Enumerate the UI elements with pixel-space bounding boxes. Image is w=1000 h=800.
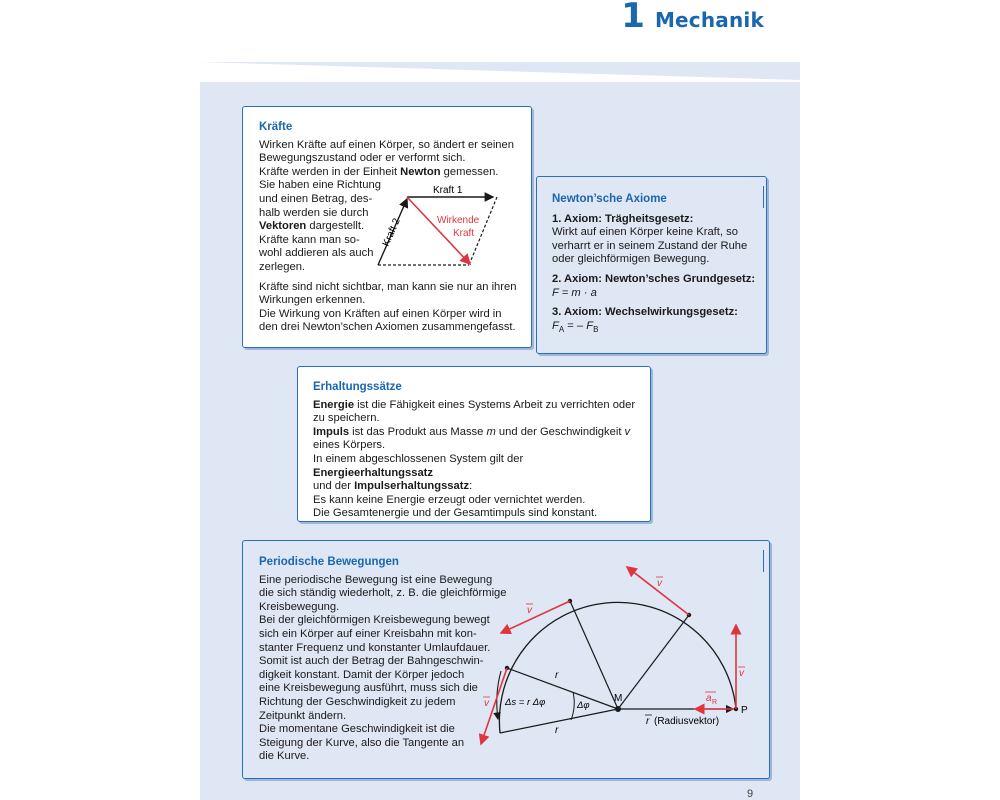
kraefte-line: Wirkungen erkennen.: [259, 294, 366, 307]
periodisch-line: die sich ständig wiederholt, z. B. die gleichförmige: [259, 587, 507, 600]
axiom3-formula: $F_A$ = – $F_B$: [552, 319, 599, 334]
erhaltung-line: zu speichern.: [313, 412, 380, 425]
kraefte-line: Kräfte sind nicht sichtbar, man kann sie nur an ihren: [259, 280, 517, 293]
label-M: M: [614, 693, 623, 704]
erhaltung-line: Die Gesamtenergie und der Gesamtimpuls sind konstant.: [313, 507, 598, 520]
kraefte-card: [242, 106, 532, 348]
kraefte-line: Sie haben eine Richtung: [259, 179, 381, 192]
label-kraft: Kraft: [453, 228, 475, 239]
newton-card: [536, 176, 767, 354]
periodisch-line: die Kurve.: [259, 750, 310, 763]
chapter-title: Mechanik: [654, 8, 764, 32]
kraefte-line: Vektoren dargestellt.: [259, 220, 365, 233]
label-r: r: [555, 725, 559, 736]
label-P: P: [741, 705, 748, 716]
kraefte-line: und einen Betrag, des-: [259, 192, 373, 205]
page-number: 9: [747, 788, 754, 800]
periodisch-line: Bei der gleichförmigen Kreisbewegung bewegt: [259, 614, 490, 627]
erhaltung-line: eines Körpers.: [313, 439, 386, 452]
radius-line: [570, 601, 618, 709]
periodisch-line: Eine periodische Bewegung ist eine Bewegung: [259, 573, 493, 586]
label-radiusvektor: (Radiusvektor): [654, 716, 720, 727]
label-v: v: [484, 698, 489, 709]
erhaltung-line: und der Impulserhaltungssatz:: [313, 480, 473, 493]
label-v: v: [527, 605, 532, 616]
kraefte-line: zerlegen.: [259, 260, 306, 273]
periodisch-line: Die momentane Geschwindigkeit ist die: [259, 723, 455, 736]
periodisch-line: Steigung der Kurve, also die Tangente an: [259, 736, 465, 749]
chapter-number: 1: [621, 0, 645, 36]
axiom1-text: Wirkt auf einen Körper keine Kraft, so: [552, 226, 738, 239]
erhaltung-line: Es kann keine Energie erzeugt oder vernichtet werden.: [313, 493, 586, 506]
periodisch-line: sich ein Körper auf einer Kreisbahn mit kon-: [259, 627, 477, 640]
label-a: a: [706, 693, 712, 704]
kraefte-line: den drei Newton’schen Axiomen zusammengefasst.: [259, 321, 516, 334]
periodisch-line: digkeit konstant. Damit der Körper jedoch: [259, 668, 465, 681]
erhaltung-line: Energie ist die Fähigkeit eines Systems Arbeit zu verrichten oder: [313, 398, 636, 411]
kraefte-line: Kräfte kann man so-: [259, 233, 360, 246]
kraefte-line: wohl addieren als auch: [259, 247, 374, 260]
kraefte-line: Die Wirkung von Kräften auf einen Körper wird in: [259, 307, 502, 320]
periodisch-line: stanter Frequenz und konstanter Umlaufdauer.: [259, 641, 491, 654]
periodisch-card: [242, 540, 770, 779]
force-parallelogram-diagram: [371, 185, 511, 275]
kraefte-line: Wirken Kräfte auf einen Körper, so ändert er seinen: [259, 138, 514, 151]
label-wirkende: Wirkende: [437, 215, 480, 226]
periodisch-line: eine Kreisbewegung ausführt, muss sich die: [259, 682, 478, 695]
axiom3-title: 3. Axiom: Wechselwirkungsgesetz:: [552, 306, 738, 319]
erhaltung-title: Erhaltungssätze: [313, 381, 402, 393]
delta-phi-arc: [571, 692, 574, 720]
center-point: [615, 706, 621, 712]
label-r: r: [555, 670, 559, 681]
label-a-sub: R: [712, 699, 718, 706]
periodisch-title: Periodische Bewegungen: [259, 556, 399, 568]
circular-motion-diagram: [465, 561, 755, 761]
erhaltung-card: [297, 366, 651, 522]
circle-arc: [499, 602, 736, 733]
newton-card-tab: [753, 186, 764, 208]
kraefte-line: Bewegungszustand oder er verformt sich.: [259, 152, 466, 165]
kraefte-title: Kräfte: [259, 121, 293, 133]
periodisch-card-tab: [753, 550, 764, 572]
newton-title: Newton’sche Axiome: [552, 193, 667, 205]
label-r-vector: r: [646, 716, 650, 727]
label-kraft2: Kraft 2: [380, 216, 403, 249]
periodisch-line: Zeitpunkt ändern.: [259, 709, 347, 722]
periodisch-line: Somit ist auch der Betrag der Bahngeschwin-: [259, 655, 484, 668]
kraefte-line: Kräfte werden in der Einheit Newton gemessen.: [259, 165, 499, 178]
label-v: v: [739, 668, 744, 679]
label-delta-s: Δs = r Δφ: [505, 697, 546, 708]
chapter-header: [621, 0, 764, 36]
label-delta-phi: Δφ: [577, 700, 590, 711]
axiom1-text: oder gleichförmigen Bewegung.: [552, 253, 710, 266]
axiom1-title: 1. Axiom: Trägheitsgesetz:: [552, 212, 694, 225]
kraefte-line: halb werden sie durch: [259, 206, 369, 219]
periodisch-line: Richtung der Geschwindigkeit zu jedem: [259, 695, 456, 708]
radius-line: [500, 709, 618, 733]
axiom2-title: 2. Axiom: Newton’sches Grundgesetz:: [552, 272, 756, 285]
label-v: v: [657, 578, 662, 589]
axiom1-text: verharrt er in seinem Zustand der Ruhe: [552, 239, 748, 252]
label-kraft1: Kraft 1: [433, 185, 463, 196]
axiom2-formula: F = m · a: [552, 286, 597, 299]
radius-line: [618, 615, 689, 709]
periodisch-line: Kreisbewegung.: [259, 600, 340, 613]
velocity-arrow: [627, 567, 689, 615]
erhaltung-line: Impuls ist das Produkt aus Masse m und der Geschwindigkeit v: [313, 425, 631, 438]
panel-top-edge: [200, 62, 800, 82]
erhaltung-line: In einem abgeschlossenen System gilt der Energieerhaltungssatz: [313, 452, 524, 479]
